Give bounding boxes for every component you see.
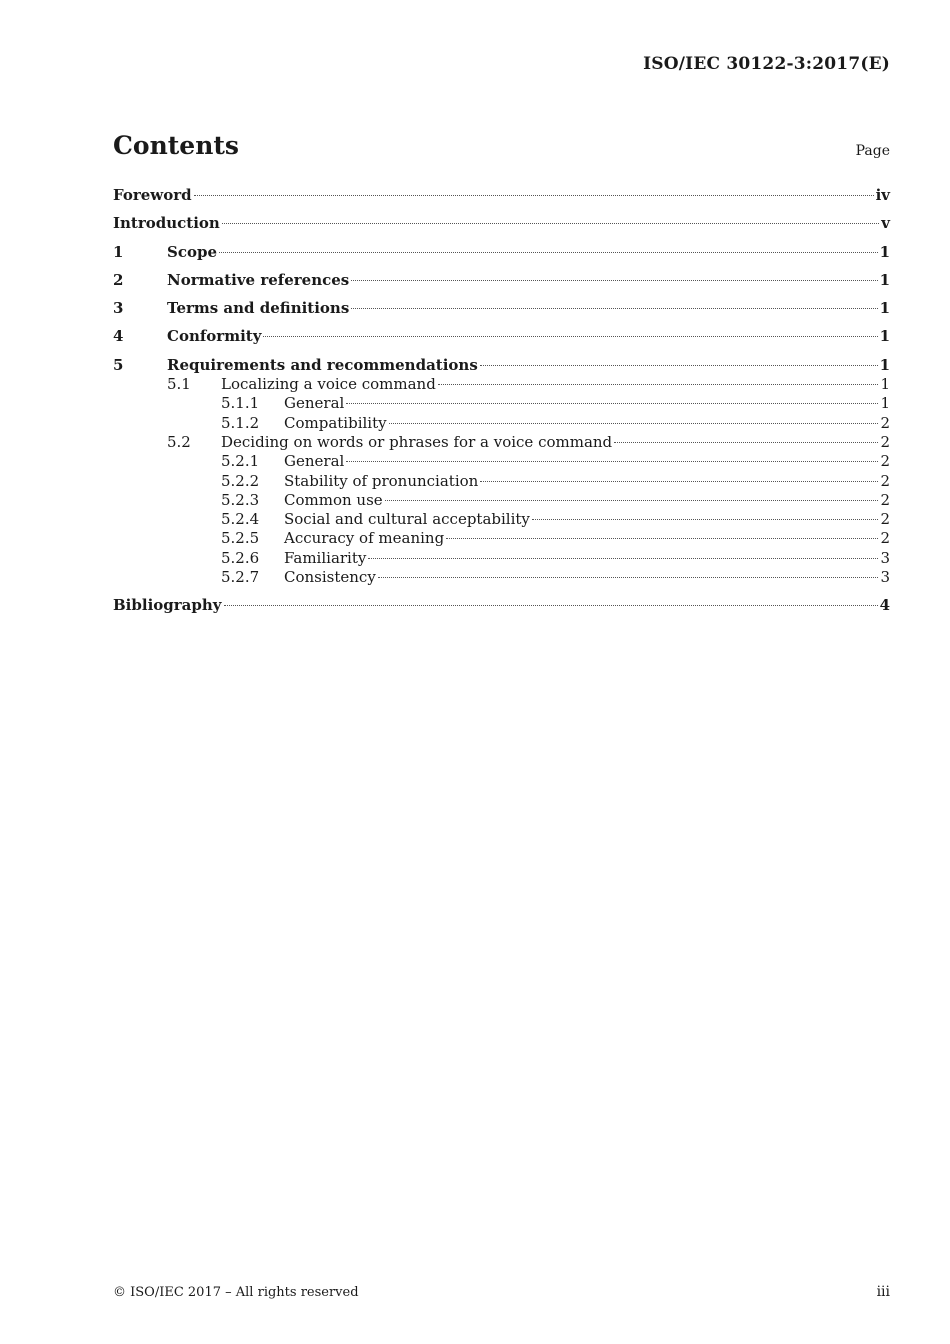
toc-dot-leader bbox=[378, 577, 879, 578]
toc-entry-title: Foreword bbox=[113, 186, 192, 204]
toc-entry-number: 5.2.7 bbox=[221, 568, 260, 587]
toc-entry-page: 1 bbox=[879, 270, 890, 289]
toc-entry-title: Terms and definitions bbox=[167, 299, 350, 318]
toc-entry-page: 4 bbox=[879, 596, 890, 615]
toc-entry[interactable] bbox=[113, 356, 890, 375]
toc-entry[interactable] bbox=[113, 529, 890, 548]
toc-entry-number: 5.2.1 bbox=[221, 452, 260, 471]
toc-entry-number: 5.2.4 bbox=[221, 510, 260, 529]
toc-entry[interactable] bbox=[113, 186, 890, 205]
toc-entry-title: Conformity bbox=[167, 327, 262, 346]
toc-entry-page: 1 bbox=[879, 355, 890, 374]
toc-entry-title: Consistency bbox=[284, 568, 376, 587]
toc-entry-number: 3 bbox=[113, 299, 124, 318]
page-column-label: Page bbox=[855, 143, 890, 159]
toc-entry-page: 2 bbox=[880, 432, 890, 451]
toc-entry[interactable] bbox=[113, 549, 890, 568]
toc-entry-number: 5.1.2 bbox=[221, 413, 260, 432]
toc-entry[interactable] bbox=[113, 243, 890, 262]
toc-dot-leader bbox=[385, 500, 879, 501]
toc-entry-number: 1 bbox=[113, 242, 124, 261]
toc-dot-leader bbox=[480, 481, 878, 482]
toc-entry-title: Scope bbox=[167, 242, 218, 261]
toc-entry[interactable] bbox=[113, 271, 890, 290]
toc-entry-page: 2 bbox=[880, 413, 890, 432]
toc-entry-title: Localizing a voice command bbox=[221, 375, 436, 394]
toc-entry-title: Normative references bbox=[167, 270, 350, 289]
toc-entry-page: 1 bbox=[880, 394, 890, 413]
toc-entry-title: Familiarity bbox=[284, 548, 367, 567]
toc-entry-page: v bbox=[881, 214, 890, 233]
toc-entry-title: Social and cultural acceptability bbox=[284, 510, 530, 529]
toc-entry-page: iv bbox=[875, 186, 890, 204]
toc-entry-title: Accuracy of meaning bbox=[284, 529, 445, 548]
toc-entry[interactable] bbox=[113, 472, 890, 491]
toc-entry-title: Stability of pronunciation bbox=[284, 471, 479, 490]
toc-entry-title: Introduction bbox=[113, 214, 220, 233]
toc-entry[interactable] bbox=[113, 510, 890, 529]
toc-entry[interactable] bbox=[113, 596, 890, 615]
toc-entry-number: 5.2.3 bbox=[221, 490, 260, 509]
toc-entry-number: 2 bbox=[113, 270, 124, 289]
toc-entry-title: Bibliography bbox=[113, 596, 222, 615]
footer-page-number: iii bbox=[876, 1284, 890, 1300]
toc-entry-number: 5.2.5 bbox=[221, 529, 260, 548]
toc-dot-leader bbox=[368, 558, 878, 559]
toc-entry[interactable] bbox=[113, 214, 890, 233]
toc-dot-leader bbox=[194, 195, 874, 196]
toc-entry-number: 4 bbox=[113, 327, 124, 346]
toc-dot-leader bbox=[351, 308, 877, 309]
toc-entry-number: 5.2 bbox=[167, 432, 191, 451]
toc-entry-page: 1 bbox=[879, 327, 890, 346]
contents-title: Contents bbox=[113, 131, 240, 160]
toc-entry-number: 5.1.1 bbox=[221, 394, 260, 413]
toc-dot-leader bbox=[346, 403, 878, 404]
toc-entry-title: Requirements and recommendations bbox=[167, 355, 478, 374]
toc-entry[interactable] bbox=[113, 375, 890, 394]
toc-entry[interactable] bbox=[113, 452, 890, 471]
toc-dot-leader bbox=[263, 336, 877, 337]
toc-entry[interactable] bbox=[113, 433, 890, 452]
toc-dot-leader bbox=[351, 280, 877, 281]
table-of-contents bbox=[113, 186, 890, 625]
toc-entry-page: 3 bbox=[880, 568, 890, 587]
toc-dot-leader bbox=[219, 252, 878, 253]
toc-entry[interactable] bbox=[113, 491, 890, 510]
toc-dot-leader bbox=[532, 519, 879, 520]
toc-dot-leader bbox=[480, 365, 878, 366]
toc-entry[interactable] bbox=[113, 568, 890, 587]
footer-copyright: © ISO/IEC 2017 – All rights reserved bbox=[113, 1285, 359, 1300]
toc-entry[interactable] bbox=[113, 299, 890, 318]
toc-entry-number: 5.2.6 bbox=[221, 548, 260, 567]
toc-dot-leader bbox=[389, 423, 879, 424]
toc-entry-page: 1 bbox=[879, 299, 890, 318]
toc-dot-leader bbox=[446, 538, 878, 539]
toc-entry-title: Common use bbox=[284, 490, 383, 509]
toc-entry[interactable] bbox=[113, 327, 890, 346]
toc-dot-leader bbox=[346, 461, 878, 462]
toc-entry-page: 2 bbox=[880, 471, 890, 490]
toc-entry-number: 5.1 bbox=[167, 375, 191, 394]
toc-entry[interactable] bbox=[113, 414, 890, 433]
toc-entry-number: 5.2.2 bbox=[221, 471, 260, 490]
toc-dot-leader bbox=[224, 605, 878, 606]
toc-entry-title: General bbox=[284, 452, 345, 471]
toc-dot-leader bbox=[222, 223, 879, 224]
toc-entry-title: Deciding on words or phrases for a voice command bbox=[221, 432, 613, 451]
toc-entry-page: 1 bbox=[880, 375, 890, 394]
toc-entry-number: 5 bbox=[113, 355, 124, 374]
toc-entry-page: 1 bbox=[879, 242, 890, 261]
toc-entry[interactable] bbox=[113, 394, 890, 413]
toc-entry-page: 3 bbox=[880, 548, 890, 567]
toc-entry-page: 2 bbox=[880, 452, 890, 471]
toc-entry-page: 2 bbox=[880, 510, 890, 529]
toc-entry-title: Compatibility bbox=[284, 413, 387, 432]
toc-entry-page: 2 bbox=[880, 490, 890, 509]
document-id: ISO/IEC 30122-3:2017(E) bbox=[643, 54, 890, 74]
toc-entry-page: 2 bbox=[880, 529, 890, 548]
toc-dot-leader bbox=[614, 442, 878, 443]
toc-entry-title: General bbox=[284, 394, 345, 413]
toc-dot-leader bbox=[438, 384, 879, 385]
